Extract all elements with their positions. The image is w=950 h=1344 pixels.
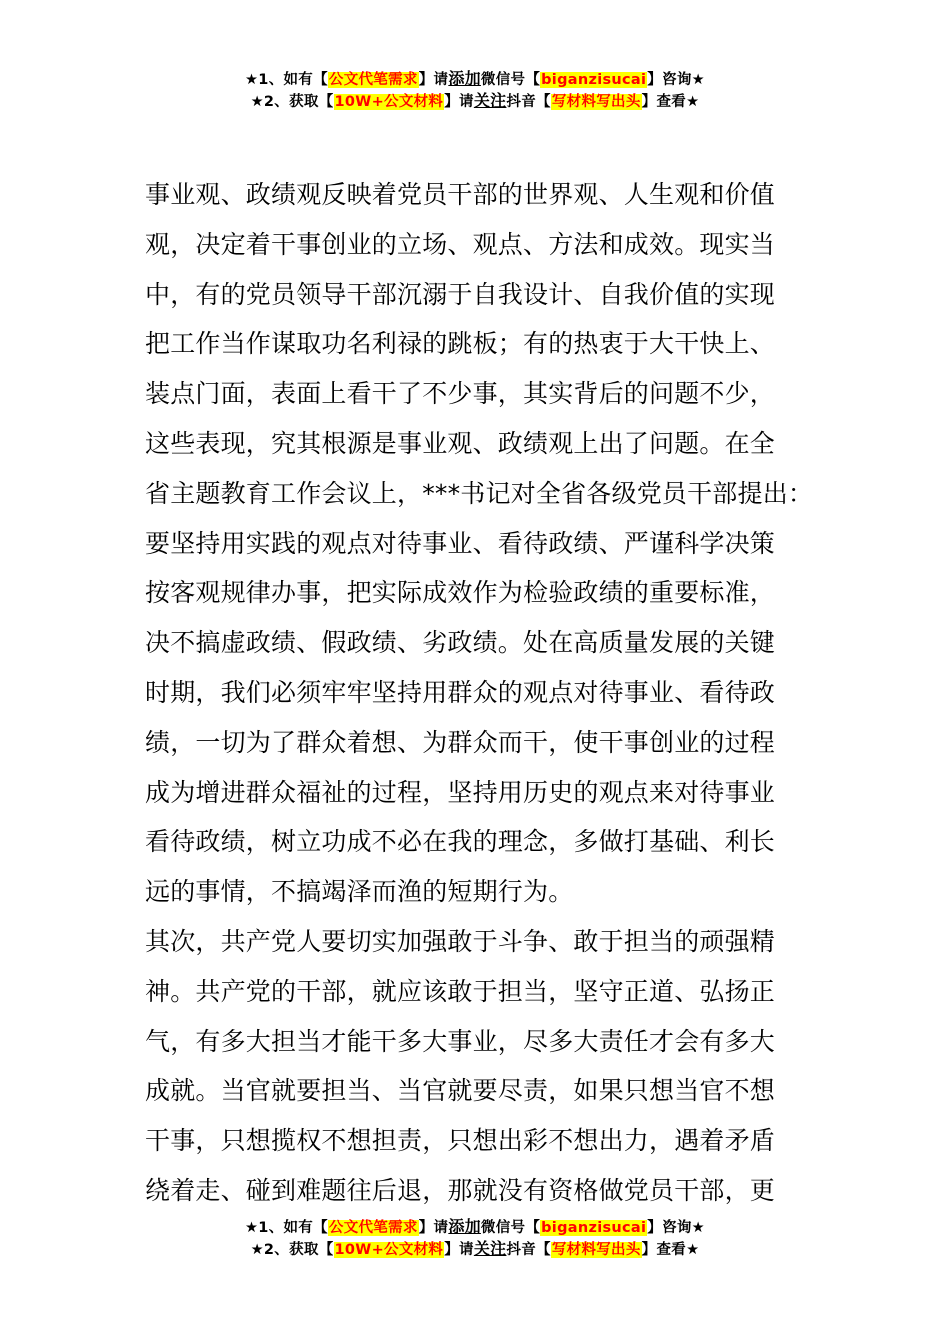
promo-text: 抖音【 bbox=[506, 1242, 551, 1258]
document-body bbox=[145, 170, 815, 1216]
promo-text: 】咨询★ bbox=[647, 1220, 705, 1236]
promo-text: 】请 bbox=[444, 1242, 474, 1258]
promo-text: 】查看★ bbox=[641, 94, 700, 110]
promo-text: ★2、获取【 bbox=[250, 94, 334, 110]
promo-text: 】查看★ bbox=[641, 1242, 700, 1258]
body-text-line: 其次，共产党人要切实加强敢于斗争、敢于担当的顽强精 bbox=[145, 926, 776, 956]
promo-highlight-materials: 10W+公文材料 bbox=[334, 94, 444, 110]
body-text-line: 远的事情，不搞竭泽而渔的短期行为。 bbox=[145, 877, 574, 907]
body-text-line: 时期，我们必须牢牢坚持用群众的观点对待事业、看待政 bbox=[145, 677, 776, 707]
promo-highlight-service: 公文代笔需求 bbox=[328, 72, 418, 88]
promo-underline-follow: 关注 bbox=[473, 91, 507, 110]
body-text-line: 成为增进群众福祉的过程，坚持用历史的观点来对待事业 bbox=[145, 777, 776, 807]
header-promo bbox=[0, 68, 950, 112]
body-text-line: 看待政绩，树立功成不必在我的理念，多做打基础、利长 bbox=[145, 827, 776, 857]
body-text-line: 把工作当作谋取功名利禄的跳板；有的热衷于大干快上、 bbox=[145, 329, 776, 359]
promo-underline-add: 添加 bbox=[448, 1217, 481, 1236]
body-text-line: 干事，只想揽权不想担责，只想出彩不想出力，遇着矛盾 bbox=[145, 1126, 776, 1156]
promo-text: 抖音【 bbox=[506, 94, 551, 110]
body-text-line: 省主题教育工作会议上，***书记对全省各级党员干部提出： bbox=[145, 478, 814, 508]
promo-text: ★2、获取【 bbox=[250, 1242, 334, 1258]
promo-highlight-materials: 10W+公文材料 bbox=[334, 1242, 444, 1258]
promo-highlight-wechat-id: biganzisucai bbox=[541, 72, 647, 88]
body-text-line: 这些表现，究其根源是事业观、政绩观上出了问题。在全 bbox=[145, 428, 776, 458]
body-text-line: 决不搞虚政绩、假政绩、劣政绩。处在高质量发展的关键 bbox=[145, 628, 776, 658]
promo-text: ★1、如有【 bbox=[245, 72, 328, 88]
footer-promo-line-2 bbox=[0, 1238, 950, 1260]
promo-text: 】咨询★ bbox=[647, 72, 705, 88]
promo-highlight-wechat-id: biganzisucai bbox=[541, 1220, 647, 1236]
body-text-line: 气，有多大担当才能干多大事业，尽多大责任才会有多大 bbox=[145, 1026, 776, 1056]
promo-highlight-service: 公文代笔需求 bbox=[328, 1220, 418, 1236]
body-text-line: 成就。当官就要担当、当官就要尽责，如果只想当官不想 bbox=[145, 1076, 776, 1106]
body-text-line: 按客观规律办事，把实际成效作为检验政绩的重要标准， bbox=[145, 578, 776, 608]
body-text-line: 中，有的党员领导干部沉溺于自我设计、自我价值的实现 bbox=[145, 279, 776, 309]
body-text-line: 观，决定着干事创业的立场、观点、方法和成效。现实当 bbox=[145, 229, 776, 259]
body-text-line: 绕着走、碰到难题往后退，那就没有资格做党员干部，更 bbox=[145, 1175, 776, 1205]
promo-text: 】请 bbox=[444, 94, 474, 110]
body-text-line: 装点门面，表面上看干了不少事，其实背后的问题不少， bbox=[145, 379, 776, 409]
body-text-line: 要坚持用实践的观点对待事业、看待政绩、严谨科学决策 bbox=[145, 528, 776, 558]
promo-underline-add: 添加 bbox=[448, 69, 481, 88]
footer-promo bbox=[0, 1216, 950, 1260]
promo-underline-follow: 关注 bbox=[473, 1239, 507, 1258]
body-text-line: 事业观、政绩观反映着党员干部的世界观、人生观和价值 bbox=[145, 180, 776, 209]
promo-text: 】请 bbox=[418, 1220, 449, 1236]
promo-highlight-douyin-id: 写材料写出头 bbox=[551, 94, 641, 110]
footer-promo-line-1 bbox=[0, 1216, 950, 1238]
header-promo-line-1 bbox=[0, 68, 950, 90]
promo-text: 】请 bbox=[418, 72, 449, 88]
body-text-line: 绩，一切为了群众着想、为群众而干，使干事创业的过程 bbox=[145, 727, 776, 757]
promo-text: 微信号【 bbox=[480, 72, 541, 88]
promo-text: 微信号【 bbox=[480, 1220, 541, 1236]
promo-text: ★1、如有【 bbox=[245, 1220, 328, 1236]
header-promo-line-2 bbox=[0, 90, 950, 112]
body-text-line: 神。共产党的干部，就应该敢于担当，坚守正道、弘扬正 bbox=[145, 976, 776, 1006]
promo-highlight-douyin-id: 写材料写出头 bbox=[551, 1242, 641, 1258]
